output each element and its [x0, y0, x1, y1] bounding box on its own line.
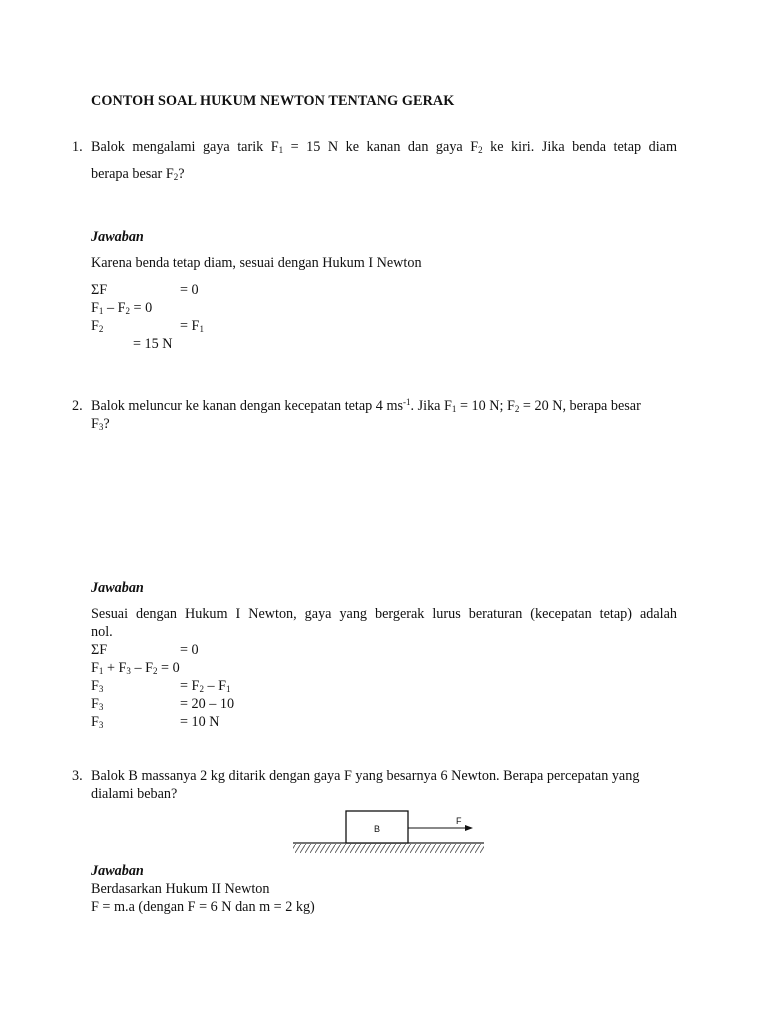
q1-eq3-ls: 2	[98, 324, 104, 334]
q1-sub-1: 1	[278, 145, 284, 155]
q2-eq2-s1: 1	[98, 666, 104, 676]
question-2-number: 2.	[72, 398, 83, 414]
question-3-answer-line-1: Berdasarkan Hukum II Newton	[91, 881, 270, 897]
q2-eq4-right: = 20 – 10	[180, 696, 235, 712]
q2-eq4-ls: 3	[98, 702, 104, 712]
q2-eq5-right: = 10 N	[180, 714, 220, 730]
q2-line2-b: ?	[103, 416, 110, 432]
force-label: F	[456, 816, 462, 826]
q2-sub-1: 1	[451, 404, 457, 414]
q2-sub-2: 2	[514, 404, 520, 414]
q2-eq3-ra: = F	[180, 678, 200, 694]
question-1-line-1	[91, 138, 677, 156]
question-1-answer-label: Jawaban	[91, 229, 144, 245]
q2-eq1-right: = 0	[180, 642, 199, 658]
q1-eq2-c: = 0	[129, 300, 153, 316]
q2-sup: -1	[403, 397, 411, 407]
q2-eq5-left	[91, 713, 103, 731]
question-3-line-2: dialami beban?	[91, 786, 178, 802]
q2-eq2-c: – F	[130, 660, 153, 676]
q1-eq2-b: – F	[103, 300, 126, 316]
q2-eq3-left	[91, 677, 103, 695]
q2-line2-a: F	[91, 416, 99, 432]
question-1-number: 1.	[72, 139, 83, 155]
q2-eq3-rb: – F	[203, 678, 227, 694]
q1-eq4-right: = 15 N	[133, 336, 173, 352]
page-title: CONTOH SOAL HUKUM NEWTON TENTANG GERAK	[91, 93, 455, 109]
force-arrow-head	[465, 825, 473, 831]
q2-eq3-ls: 3	[98, 684, 104, 694]
block-force-diagram	[290, 805, 486, 857]
q1-eq2	[91, 299, 152, 317]
q1-text-c: ke kiri. Jika benda tetap diam	[482, 139, 678, 155]
q1-eq2-a: F	[91, 300, 99, 316]
q2-eq1-left: ΣF	[91, 642, 108, 658]
question-2-answer-label: Jawaban	[91, 580, 144, 596]
q2-eq5-l: F	[91, 714, 99, 730]
q2-eq3-rs1: 2	[199, 684, 204, 694]
q1-eq2-s1: 1	[98, 306, 104, 316]
q1-eq3-left	[91, 317, 103, 335]
q2-eq3-right	[180, 677, 231, 695]
q2-eq3-l: F	[91, 678, 99, 694]
q2-text-c: = 10 N; F	[456, 398, 515, 414]
question-2-line-1	[91, 397, 641, 415]
ground-hatching	[293, 844, 484, 853]
q2-eq3-rs2: 1	[226, 684, 231, 694]
q1-sub-2: 2	[478, 145, 483, 155]
q1-eq3-rs: 1	[199, 324, 204, 334]
q1-line2-sub: 2	[173, 172, 179, 182]
q1-eq2-s2: 2	[125, 306, 130, 316]
q1-eq3-l: F	[91, 318, 99, 334]
q1-eq3-r: = F	[180, 318, 200, 334]
q2-text-d: = 20 N, berapa besar	[519, 398, 641, 414]
block-b-label: B	[374, 824, 381, 834]
q2-eq5-ls: 3	[98, 720, 104, 730]
question-1-line-2	[91, 165, 185, 183]
q1-line2-text: berapa besar F	[91, 166, 174, 182]
q2-text-a: Balok meluncur ke kanan dengan kecepatan tetap 4 ms	[91, 398, 404, 414]
question-2-answer-line-2: nol.	[91, 624, 113, 640]
q2-eq2-d: = 0	[157, 660, 180, 676]
q2-eq2	[91, 659, 180, 677]
question-3-answer-line-2: F = m.a (dengan F = 6 N dan m = 2 kg)	[91, 899, 315, 915]
question-3-answer-label: Jawaban	[91, 863, 144, 879]
q1-text-b: = 15 N ke kanan dan gaya F	[283, 139, 479, 155]
question-2-answer-line-1: Sesuai dengan Hukum I Newton, gaya yang bergerak lurus beraturan (kecepatan tetap) adalah	[91, 606, 677, 622]
q1-eq1-right: = 0	[180, 282, 199, 298]
q2-eq2-s3: 2	[152, 666, 158, 676]
q2-eq4-left	[91, 695, 103, 713]
q2-eq4-l: F	[91, 696, 99, 712]
question-1-answer-intro: Karena benda tetap diam, sesuai dengan Hukum I Newton	[91, 255, 422, 271]
q2-line2-sub: 3	[98, 422, 104, 432]
q1-text-a: Balok mengalami gaya tarik F	[91, 139, 279, 155]
q1-eq3-right	[180, 317, 204, 335]
q2-eq2-b: + F	[103, 660, 127, 676]
q1-eq1-left: ΣF	[91, 282, 108, 298]
q1-line2-end: ?	[178, 166, 185, 182]
question-2-line-2	[91, 415, 110, 433]
q2-text-b: . Jika F	[410, 398, 452, 414]
question-3-line-1: Balok B massanya 2 kg ditarik dengan gaya F yang besarnya 6 Newton. Berapa percepatan yang	[91, 768, 640, 784]
q2-eq2-s2: 3	[126, 666, 131, 676]
question-3-number: 3.	[72, 768, 83, 784]
q2-eq2-a: F	[91, 660, 99, 676]
